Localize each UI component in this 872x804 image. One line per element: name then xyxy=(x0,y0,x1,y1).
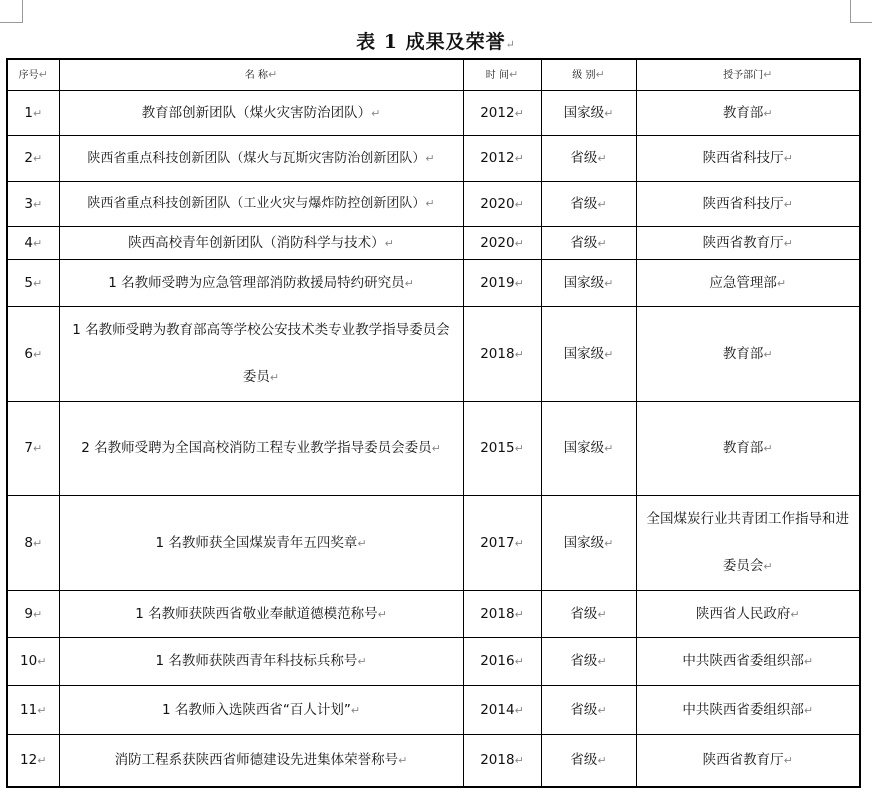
cell-level: 省级↵ xyxy=(541,227,636,260)
cell-name: 1 名教师受聘为教育部高等学校公安技术类专业教学指导委员会委员↵ xyxy=(59,307,463,402)
cell-name: 教育部创新团队（煤火灾害防治团队）↵ xyxy=(59,91,463,136)
cell-year: 2012↵ xyxy=(463,91,541,136)
cell-grantor: 教育部↵ xyxy=(636,402,860,496)
header-name: 名 称↵ xyxy=(59,59,463,91)
cell-year: 2018↵ xyxy=(463,735,541,787)
cell-seq: 6↵ xyxy=(7,307,59,402)
cell-level: 国家级↵ xyxy=(541,496,636,591)
cell-name: 1 名教师获陕西青年科技标兵称号↵ xyxy=(59,638,463,686)
cell-year: 2018↵ xyxy=(463,591,541,638)
cell-name: 1 名教师获陕西省敬业奉献道德模范称号↵ xyxy=(59,591,463,638)
table-row xyxy=(7,307,860,402)
cell-year: 2019↵ xyxy=(463,260,541,307)
cell-seq: 8↵ xyxy=(7,496,59,591)
cell-level: 省级↵ xyxy=(541,735,636,787)
table-header-row xyxy=(7,59,860,91)
cell-name: 2 名教师受聘为全国高校消防工程专业教学指导委员会委员↵ xyxy=(59,402,463,496)
table-row xyxy=(7,496,860,591)
cell-name: 1 名教师获全国煤炭青年五四奖章↵ xyxy=(59,496,463,591)
cell-seq: 5↵ xyxy=(7,260,59,307)
page-corner-mark-right xyxy=(850,0,872,23)
cell-level: 国家级↵ xyxy=(541,307,636,402)
table-row xyxy=(7,227,860,260)
cell-name: 消防工程系获陕西省师德建设先进集体荣誉称号↵ xyxy=(59,735,463,787)
table-caption xyxy=(0,30,872,57)
cell-year: 2017↵ xyxy=(463,496,541,591)
cell-seq: 7↵ xyxy=(7,402,59,496)
cell-seq: 9↵ xyxy=(7,591,59,638)
cell-name: 1 名教师受聘为应急管理部消防救援局特约研究员↵ xyxy=(59,260,463,307)
cell-grantor: 陕西省科技厅↵ xyxy=(636,182,860,227)
cell-year: 2012↵ xyxy=(463,136,541,182)
paragraph-mark-icon: ↵ xyxy=(505,38,516,51)
header-time: 时 间↵ xyxy=(463,59,541,91)
page-corner-mark-left xyxy=(0,0,23,23)
cell-level: 国家级↵ xyxy=(541,91,636,136)
cell-grantor: 中共陕西省委组织部↵ xyxy=(636,686,860,735)
table-row xyxy=(7,735,860,787)
cell-name: 陕西省重点科技创新团队（工业火灾与爆炸防控创新团队）↵ xyxy=(59,182,463,227)
cell-seq: 2↵ xyxy=(7,136,59,182)
table-row xyxy=(7,260,860,307)
header-level: 级 别↵ xyxy=(541,59,636,91)
table-row xyxy=(7,91,860,136)
cell-grantor: 教育部↵ xyxy=(636,307,860,402)
table-caption-text: 表 1 成果及荣誉 xyxy=(356,31,506,53)
cell-year: 2020↵ xyxy=(463,227,541,260)
cell-level: 省级↵ xyxy=(541,182,636,227)
table-body xyxy=(7,91,860,787)
cell-level: 国家级↵ xyxy=(541,402,636,496)
cell-name: 陕西省重点科技创新团队（煤火与瓦斯灾害防治创新团队）↵ xyxy=(59,136,463,182)
cell-grantor: 全国煤炭行业共青团工作指导和进委员会↵ xyxy=(636,496,860,591)
header-seq: 序号↵ xyxy=(7,59,59,91)
cell-seq: 3↵ xyxy=(7,182,59,227)
cell-name: 陕西高校青年创新团队（消防科学与技术）↵ xyxy=(59,227,463,260)
cell-seq: 11↵ xyxy=(7,686,59,735)
cell-seq: 1↵ xyxy=(7,91,59,136)
table-row xyxy=(7,686,860,735)
cell-year: 2018↵ xyxy=(463,307,541,402)
cell-name: 1 名教师入选陕西省“百人计划”↵ xyxy=(59,686,463,735)
achievements-table xyxy=(6,58,861,788)
cell-grantor: 中共陕西省委组织部↵ xyxy=(636,638,860,686)
cell-seq: 4↵ xyxy=(7,227,59,260)
cell-level: 国家级↵ xyxy=(541,260,636,307)
cell-level: 省级↵ xyxy=(541,591,636,638)
cell-year: 2016↵ xyxy=(463,638,541,686)
table-row xyxy=(7,182,860,227)
achievements-table-wrapper xyxy=(6,58,861,788)
table-row xyxy=(7,638,860,686)
cell-grantor: 陕西省人民政府↵ xyxy=(636,591,860,638)
cell-grantor: 陕西省教育厅↵ xyxy=(636,735,860,787)
table-row xyxy=(7,591,860,638)
cell-grantor: 陕西省教育厅↵ xyxy=(636,227,860,260)
cell-grantor: 应急管理部↵ xyxy=(636,260,860,307)
cell-year: 2014↵ xyxy=(463,686,541,735)
cell-grantor: 陕西省科技厅↵ xyxy=(636,136,860,182)
cell-seq: 12↵ xyxy=(7,735,59,787)
table-row xyxy=(7,136,860,182)
cell-seq: 10↵ xyxy=(7,638,59,686)
cell-level: 省级↵ xyxy=(541,638,636,686)
table-row xyxy=(7,402,860,496)
header-grantor: 授予部门↵ xyxy=(636,59,860,91)
cell-level: 省级↵ xyxy=(541,136,636,182)
cell-year: 2015↵ xyxy=(463,402,541,496)
cell-grantor: 教育部↵ xyxy=(636,91,860,136)
cell-year: 2020↵ xyxy=(463,182,541,227)
cell-level: 省级↵ xyxy=(541,686,636,735)
